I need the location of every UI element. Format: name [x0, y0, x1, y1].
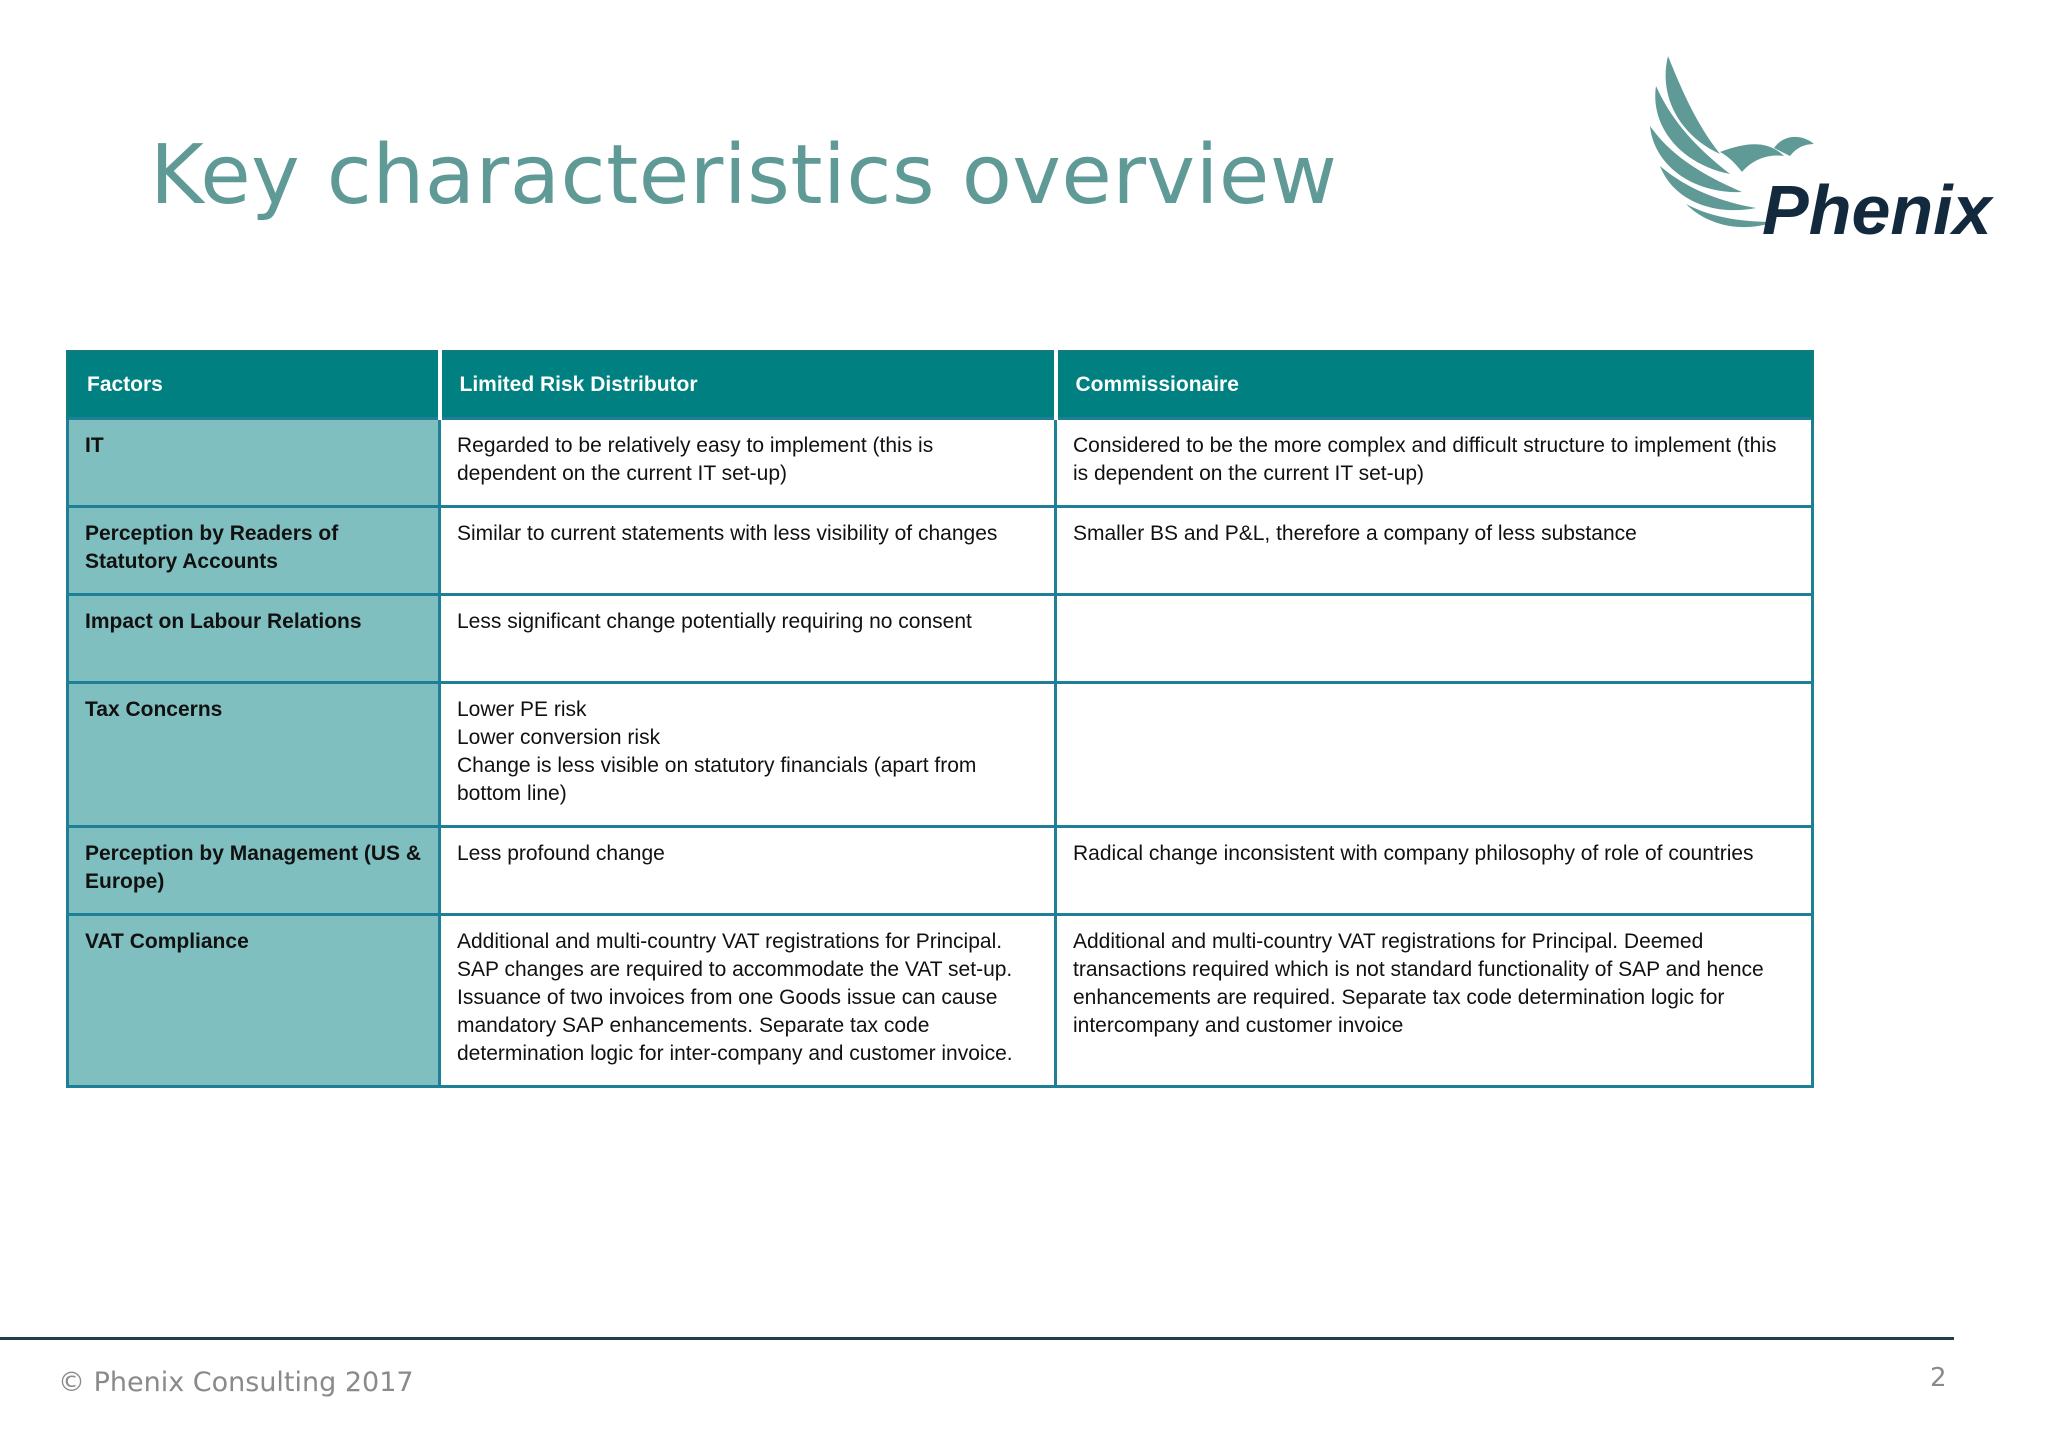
factor-cell: Perception by Management (US & Europe) — [68, 827, 440, 915]
lrd-cell: Similar to current statements with less visibility of changes — [440, 507, 1056, 595]
lrd-cell: Less significant change potentially requiring no consent — [440, 595, 1056, 683]
slide-title: Key characteristics overview — [150, 128, 1338, 223]
factor-cell: Tax Concerns — [68, 683, 440, 827]
lrd-cell: Regarded to be relatively easy to implement (this is dependent on the current IT set-up) — [440, 419, 1056, 507]
footer-copyright: © Phenix Consulting 2017 — [58, 1367, 414, 1398]
lrd-line: Lower conversion risk — [457, 726, 661, 749]
commissionaire-cell: Additional and multi-country VAT registrations for Principal. Deemed transactions required which is not standard functionality of SAP and hence enhancements are required. Separate tax code determination logic for intercompany and customer invoice — [1056, 915, 1813, 1087]
lrd-line: Lower PE risk — [457, 698, 587, 721]
lrd-line: Change is less visible on statutory financials (apart from bottom line) — [457, 754, 977, 805]
logo-wordmark: Phenix — [1762, 171, 1992, 246]
table-row — [68, 419, 1813, 507]
table-row — [68, 915, 1813, 1087]
factor-cell: Impact on Labour Relations — [68, 595, 440, 683]
table-header-row — [68, 352, 1813, 419]
factor-cell: Perception by Readers of Statutory Accounts — [68, 507, 440, 595]
commissionaire-cell: Considered to be the more complex and difficult structure to implement (this is dependent on the current IT set-up) — [1056, 419, 1813, 507]
commissionaire-cell — [1056, 595, 1813, 683]
lrd-cell — [440, 683, 1056, 827]
table-row — [68, 507, 1813, 595]
phenix-logo — [1650, 56, 2020, 246]
commissionaire-cell: Smaller BS and P&L, therefore a company of less substance — [1056, 507, 1813, 595]
characteristics-table — [66, 350, 1814, 1088]
lrd-cell: Additional and multi-country VAT registrations for Principal. SAP changes are required to accommodate the VAT set-up. Issuance of two invoices from one Goods issue can cause mandatory SAP enhancements. Separate tax code determination logic for inter-company and customer invoice. — [440, 915, 1056, 1087]
table-row — [68, 595, 1813, 683]
header-commissionaire: Commissionaire — [1056, 352, 1813, 419]
header-limited-risk-distributor: Limited Risk Distributor — [440, 352, 1056, 419]
table-row — [68, 683, 1813, 827]
header-factors: Factors — [68, 352, 440, 419]
page-number: 2 — [1930, 1363, 1947, 1393]
table-row — [68, 827, 1813, 915]
factor-cell: VAT Compliance — [68, 915, 440, 1087]
factor-cell: IT — [68, 419, 440, 507]
lrd-cell: Less profound change — [440, 827, 1056, 915]
commissionaire-cell — [1056, 683, 1813, 827]
commissionaire-cell: Radical change inconsistent with company philosophy of role of countries — [1056, 827, 1813, 915]
footer-divider — [0, 1337, 1954, 1340]
